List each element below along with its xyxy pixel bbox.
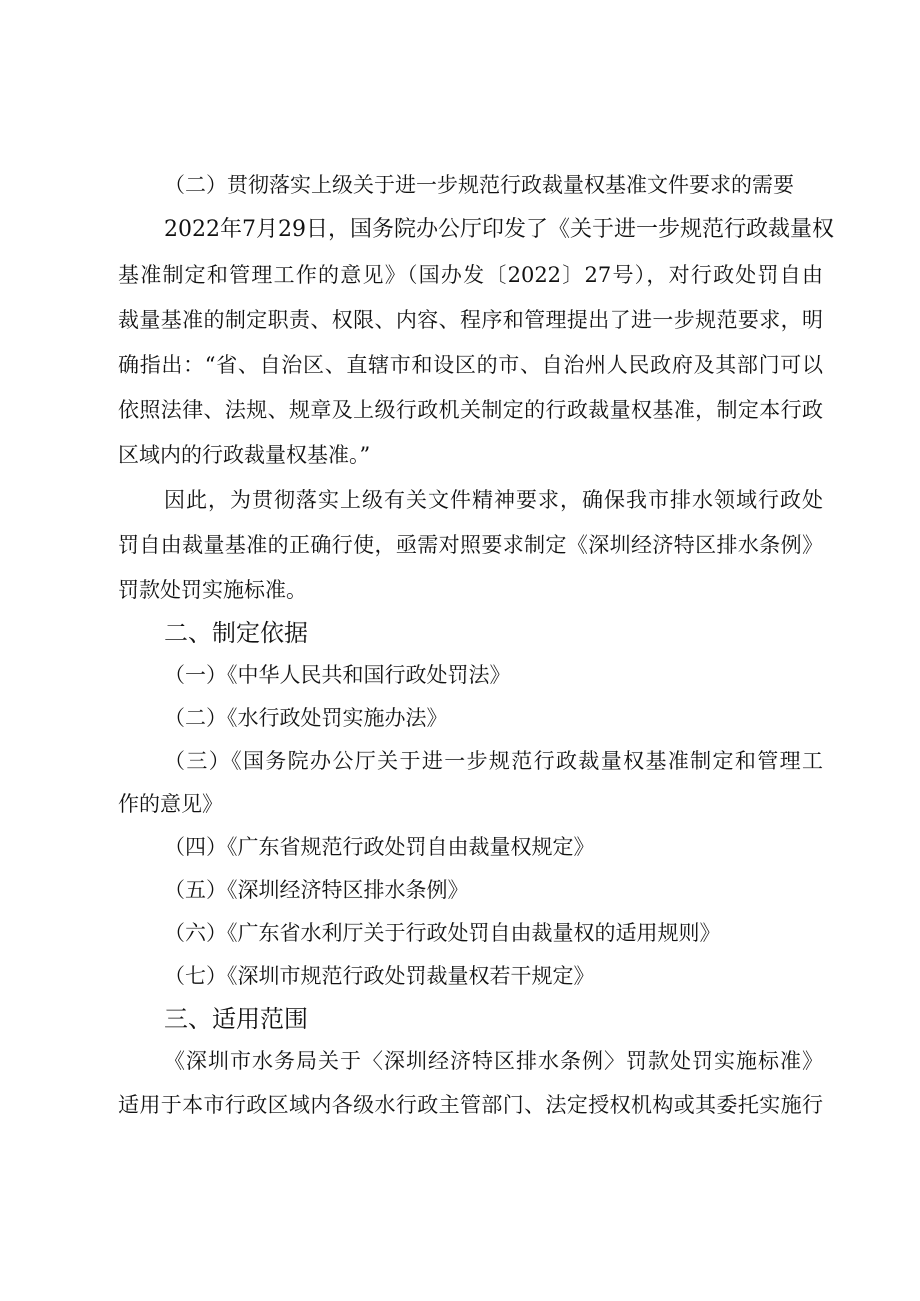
paragraph-line: 基准制定和管理工作的意见》（国办发〔2022〕27号），对行政处罚自由 [118, 263, 823, 287]
list-item: （五）《深圳经济特区排水条例》 [164, 878, 469, 902]
paragraph-line: 区域内的行政裁量权基准。” [118, 443, 371, 467]
paragraph-line: 《深圳市水务局关于〈深圳经济特区排水条例〉罚款处罚实施标准》 [164, 1049, 823, 1073]
list-item: （六）《广东省水利厅关于行政处罚自由裁量权的适用规则》 [164, 921, 721, 945]
paragraph-line: 因此，为贯彻落实上级有关文件精神要求，确保我市排水领域行政处 [164, 488, 823, 512]
list-item: （七）《深圳市规范行政处罚裁量权若干规定》 [164, 964, 595, 988]
list-item: （一）《中华人民共和国行政处罚法》 [164, 663, 511, 687]
section-heading: 二、制定依据 [164, 619, 308, 647]
list-item: （三）《国务院办公厅关于进一步规范行政裁量权基准制定和管理工 [164, 749, 823, 773]
section-heading: 三、适用范围 [164, 1005, 308, 1033]
list-item: 作的意见》 [118, 792, 223, 816]
list-item: （二）《水行政处罚实施办法》 [164, 706, 448, 730]
paragraph-line: 依照法律、法规、规章及上级行政机关制定的行政裁量权基准，制定本行政 [118, 398, 823, 422]
paragraph-line: 裁量基准的制定职责、权限、内容、程序和管理提出了进一步规范要求，明 [118, 308, 823, 332]
paragraph-line: 罚自由裁量基准的正确行使，亟需对照要求制定《深圳经济特区排水条例》 [118, 533, 823, 557]
paragraph-line: 适用于本市行政区域内各级水行政主管部门、法定授权机构或其委托实施行 [118, 1093, 823, 1117]
list-item: （四）《广东省规范行政处罚自由裁量权规定》 [164, 835, 595, 859]
subsection-heading: （二）贯彻落实上级关于进一步规范行政裁量权基准文件要求的需要 [164, 173, 794, 197]
paragraph-line: 罚款处罚实施标准。 [118, 578, 307, 602]
paragraph-line: 确指出：“省、自治区、直辖市和设区的市、自治州人民政府及其部门可以 [118, 353, 823, 377]
paragraph-line: 2022年7月29日，国务院办公厅印发了《关于进一步规范行政裁量权 [164, 217, 834, 242]
